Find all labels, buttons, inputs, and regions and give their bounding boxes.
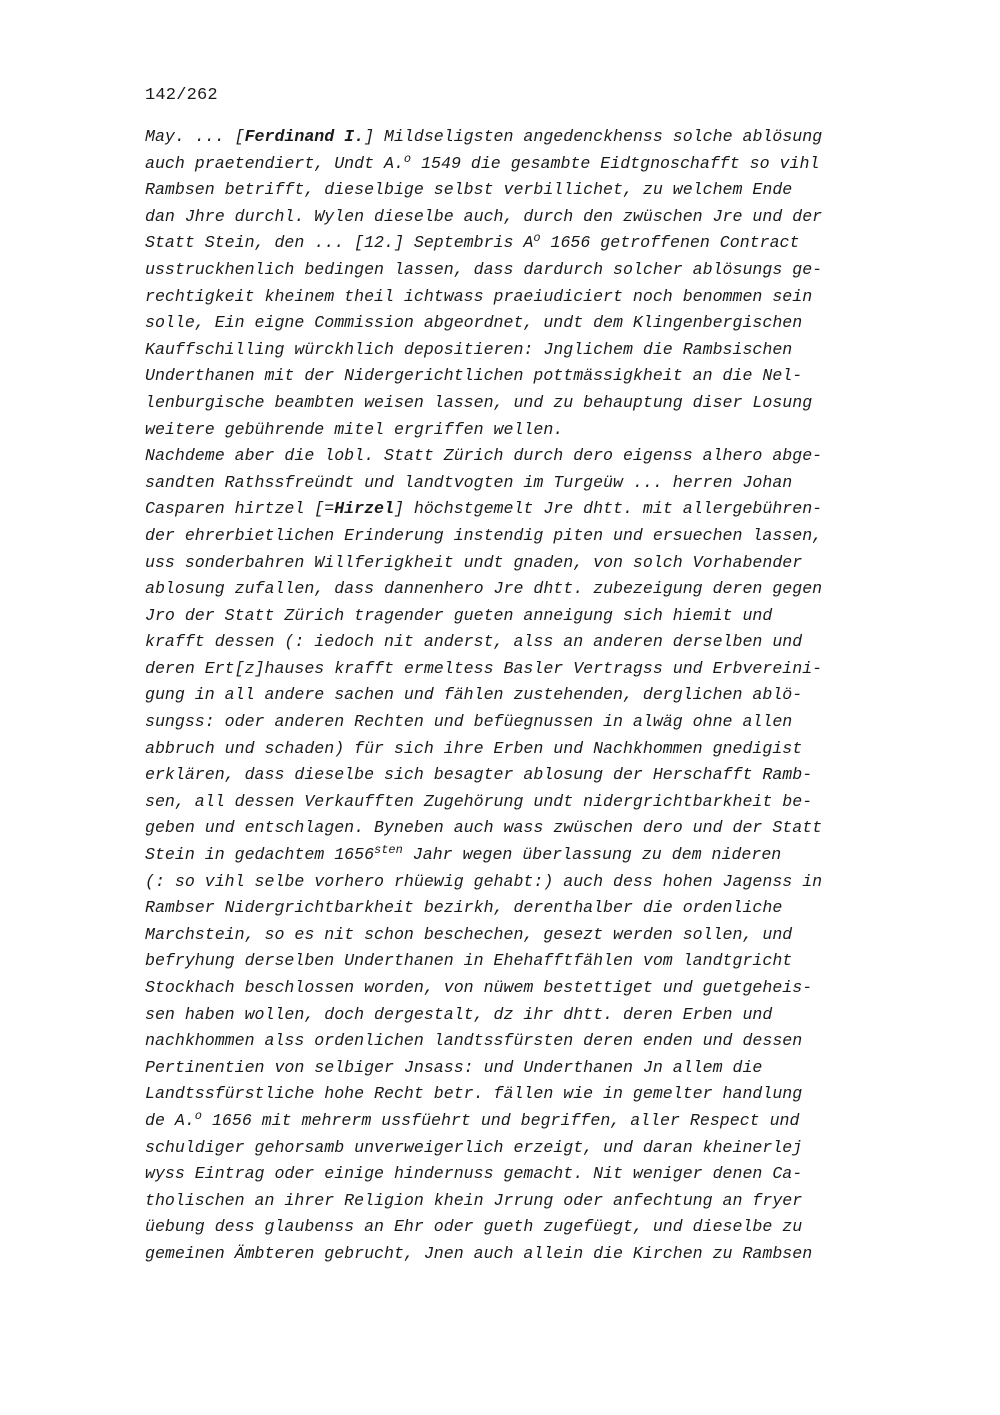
page-number: 142/262 bbox=[145, 86, 218, 105]
text-segment: 1656 mit mehrerm ussfüehrt und begriffen, aller Respect und bbox=[202, 1110, 800, 1130]
text-line bbox=[145, 496, 925, 523]
text-line: krafft dessen (: iedoch nit anderst, alss an anderen derselben und bbox=[145, 632, 803, 652]
text-line bbox=[145, 230, 925, 257]
text-line: wyss Eintrag oder einige hindernuss gemacht. Nit weniger denen Ca- bbox=[145, 1164, 803, 1184]
text-line: erklären, dass dieselbe sich besagter ablosung der Herschafft Ramb- bbox=[145, 765, 813, 785]
bold-name: Ferdinand I. bbox=[244, 127, 365, 146]
text-line: Kauffschilling würckhlich depositieren: Jnglichem die Rambsischen bbox=[145, 339, 793, 359]
text-segment: de A. bbox=[145, 1110, 195, 1130]
text-line: deren Ert[z]hauses krafft ermeltess Basler Vertragss und Erbvereini- bbox=[145, 658, 823, 678]
text-line: befryhung derselben Underthanen in Ehehafftfählen vom landtgricht bbox=[145, 951, 793, 971]
text-line: uss sonderbahren Willferigkheit undt gnaden, von solch Vorhabender bbox=[145, 552, 803, 572]
bold-name: Hirzel bbox=[334, 499, 394, 519]
text-line: solle, Ein eigne Commission abgeordnet, undt dem Klingenbergischen bbox=[145, 313, 803, 333]
text-segment: 1656 getroffenen Contract bbox=[540, 233, 800, 253]
text-segment: auch praetendiert, Undt A. bbox=[145, 153, 404, 173]
text-line: nachkhommen alss ordenlichen landtssfürsten deren enden und dessen bbox=[145, 1031, 803, 1051]
superscript: o bbox=[194, 1108, 202, 1123]
text-segment: Stein in gedachtem 1656 bbox=[145, 845, 375, 865]
text-line bbox=[145, 1108, 925, 1135]
text-segment: Casparen hirtzel [= bbox=[145, 499, 335, 519]
text-line: sen, all dessen Verkaufften Zugehörung undt nidergrichtbarkheit be- bbox=[145, 791, 813, 811]
text-line: Rambser Nidergrichtbarkheit bezirkh, derenthalber die ordenliche bbox=[145, 898, 783, 918]
text-segment: ] höchstgemelt Jre dhtt. mit allergebühren- bbox=[393, 499, 823, 519]
text-line: sungss: oder anderen Rechten und befüegnussen in alwäg ohne allen bbox=[145, 712, 793, 732]
superscript: o bbox=[403, 151, 412, 166]
text-line bbox=[145, 151, 925, 178]
text-line: schuldiger gehorsamb unverweigerlich erzeigt, und daran kheinerlej bbox=[145, 1137, 803, 1157]
text-segment: May. ... [ bbox=[145, 127, 245, 146]
body-text bbox=[145, 124, 925, 1268]
text-line: Jro der Statt Zürich tragender gueten anneigung sich hiemit und bbox=[145, 605, 773, 625]
text-line: Marchstein, so es nit schon beschechen, gesezt werden sollen, und bbox=[145, 924, 793, 944]
text-line: sen haben wollen, doch dergestalt, dz ihr dhtt. deren Erben und bbox=[145, 1004, 773, 1024]
text-line: usstruckhenlich bedingen lassen, dass dardurch solcher ablösungs ge- bbox=[145, 259, 823, 279]
text-line: Underthanen mit der Nidergerichtlichen pottmässigkheit an die Nel- bbox=[145, 366, 803, 386]
text-segment: Statt Stein, den ... [12.] Septembris A bbox=[145, 233, 534, 253]
text-line: geben und entschlagen. Byneben auch wass zwüschen dero und der Statt bbox=[145, 818, 823, 838]
text-segment: 1549 die gesambte Eidtgnoschafft so vihl bbox=[411, 153, 820, 173]
text-line: abbruch und schaden) für sich ihre Erben und Nachkhommen gnedigist bbox=[145, 738, 803, 758]
text-line bbox=[145, 124, 925, 151]
text-line: sandten Rathssfreündt und landtvogten im Turgeüw ... herren Johan bbox=[145, 472, 793, 492]
text-line: Stockhach beschlossen worden, von nüwem bestettiget und guetgeheis- bbox=[145, 978, 813, 997]
text-line: gemeinen Ämbteren gebrucht, Jnen auch allein die Kirchen zu Rambsen bbox=[145, 1243, 813, 1263]
text-segment: Jahr wegen überlassung zu dem nideren bbox=[402, 845, 782, 865]
text-line: (: so vihl selbe vorhero rhüewig gehabt:) auch dess hohen Jagenss in bbox=[145, 871, 823, 891]
text-line: gung in all andere sachen und fählen zustehenden, derglichen ablö- bbox=[145, 685, 803, 705]
text-line: Pertinentien von selbiger Jnsass: und Underthanen Jn allem die bbox=[145, 1057, 763, 1077]
text-line: dan Jhre durchl. Wylen dieselbe auch, durch den zwüschen Jre und der bbox=[145, 206, 823, 226]
text-line: tholischen an ihrer Religion khein Jrrung oder anfechtung an fryer bbox=[145, 1190, 803, 1210]
superscript: o bbox=[533, 231, 541, 246]
text-line: rechtigkeit kheinem theil ichtwass praeiudiciert noch benommen sein bbox=[145, 286, 813, 306]
text-line: Landtssfürstliche hohe Recht betr. fällen wie in gemelter handlung bbox=[145, 1084, 803, 1104]
text-line: üebung dess glaubenss an Ehr oder gueth zugefüegt, und dieselbe zu bbox=[145, 1217, 803, 1237]
text-line: ablosung zufallen, dass dannenhero Jre dhtt. zubezeigung deren gegen bbox=[145, 579, 823, 599]
text-line: lenburgische beambten weisen lassen, und zu behauptung diser Losung bbox=[145, 392, 813, 412]
text-line: Nachdeme aber die lobl. Statt Zürich durch dero eigenss alhero abge- bbox=[145, 446, 823, 466]
text-segment: ] Mildseligsten angedenckhenss solche ablösung bbox=[364, 127, 823, 146]
superscript: sten bbox=[374, 843, 403, 858]
text-line: der ehrerbietlichen Erinderung instendig piten und ersuechen lassen, bbox=[145, 525, 823, 545]
text-line bbox=[145, 842, 925, 869]
text-line: weitere gebührende mitel ergriffen wellen. bbox=[145, 419, 564, 439]
text-line: Rambsen betrifft, dieselbige selbst verbillichet, zu welchem Ende bbox=[145, 180, 793, 200]
